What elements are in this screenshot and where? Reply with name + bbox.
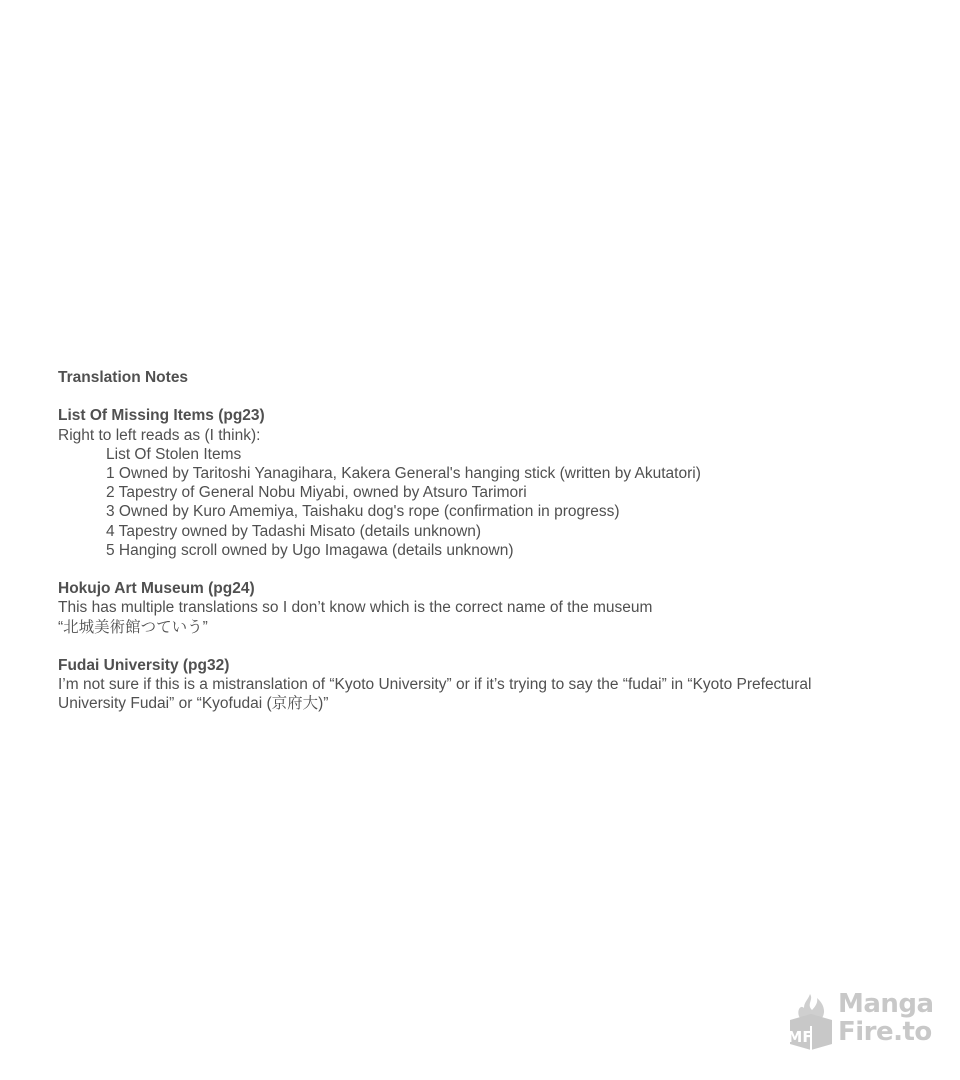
section-text-line: Right to left reads as (I think):	[58, 426, 261, 444]
section-text-line: “北城美術館つていう”	[58, 618, 208, 636]
section-heading: List Of Missing Items (pg23)	[58, 407, 265, 425]
logo-letters: MF	[787, 1028, 813, 1046]
section-hokujo-museum	[58, 579, 918, 637]
list-item: 5 Hanging scroll owned by Ugo Imagawa (details unknown)	[106, 541, 514, 559]
section-text-line: University Fudai” or “Kyofudai (京府大)”	[58, 695, 329, 713]
list-item: 3 Owned by Kuro Amemiya, Taishaku dog's rope (confirmation in progress)	[106, 503, 620, 521]
section-fudai-university	[58, 656, 918, 714]
list-item: 1 Owned by Taritoshi Yanagihara, Kakera General's hanging stick (written by Akutatori)	[106, 465, 701, 482]
list-heading: List Of Stolen Items	[106, 445, 242, 463]
section-text-line: This has multiple translations so I don’t know which is the correct name of the museum	[58, 599, 653, 617]
translation-notes	[58, 368, 918, 733]
section-text-line: I’m not sure if this is a mistranslation of “Kyoto University” or if it’s trying to say the “fudai” in “Kyoto Prefectural	[58, 676, 812, 694]
section-missing-items	[58, 406, 918, 560]
notes-title: Translation Notes	[58, 369, 189, 386]
watermark-line-2: Fire.to	[838, 1017, 932, 1047]
list-item: 4 Tapestry owned by Tadashi Misato (details unknown)	[106, 522, 482, 540]
flame-book-logo-icon	[786, 992, 836, 1052]
mangafire-watermark	[786, 990, 936, 1052]
watermark-line-1: Manga	[838, 989, 934, 1019]
section-heading: Fudai University (pg32)	[58, 657, 230, 674]
list-item: 2 Tapestry of General Nobu Miyabi, owned by Atsuro Tarimori	[106, 484, 527, 502]
section-heading: Hokujo Art Museum (pg24)	[58, 580, 255, 598]
watermark-text	[838, 990, 934, 1046]
